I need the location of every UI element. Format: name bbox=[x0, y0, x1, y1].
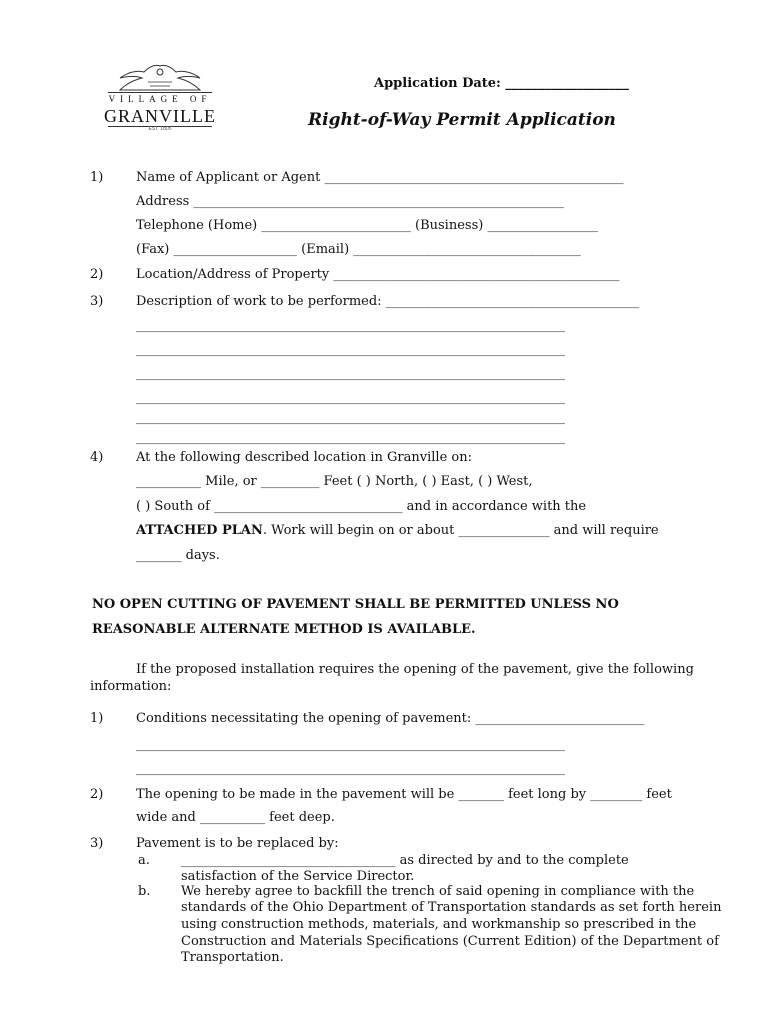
eagle-crest-icon bbox=[104, 62, 216, 94]
section-2-number: 2) bbox=[90, 267, 104, 282]
application-date: Application Date: ___________________ bbox=[374, 76, 629, 91]
applicant-name-field[interactable]: Name of Applicant or Agent ______________________________________________ bbox=[136, 170, 624, 185]
notice-line-2: REASONABLE ALTERNATE METHOD IS AVAILABLE. bbox=[92, 622, 476, 637]
attached-plan-label: ATTACHED PLAN bbox=[136, 523, 263, 538]
notice-line-1: NO OPEN CUTTING OF PAVEMENT SHALL BE PERMITTED UNLESS NO bbox=[92, 597, 619, 612]
option-b-line: using construction methods, materials, and workmanship so prescribed in the bbox=[181, 917, 697, 932]
property-location-field[interactable]: Location/Address of Property ____________________________________________ bbox=[136, 267, 620, 282]
description-line[interactable]: __________________________________________________________________ bbox=[136, 366, 565, 381]
conditions-line[interactable]: __________________________________________________________________ bbox=[136, 761, 565, 776]
intro-line-2: information: bbox=[90, 679, 172, 694]
telephone-field[interactable]: Telephone (Home) _______________________ (Business) _________________ bbox=[136, 218, 598, 233]
description-line[interactable]: __________________________________________________________________ bbox=[136, 390, 565, 405]
description-line[interactable]: __________________________________________________________________ bbox=[136, 410, 565, 425]
description-line[interactable]: __________________________________________________________________ bbox=[136, 430, 565, 445]
option-a-label: a. bbox=[138, 853, 150, 868]
opening-dimensions-field[interactable]: The opening to be made in the pavement will be _______ feet long by ________ feet bbox=[136, 787, 672, 802]
opening-depth-field[interactable]: wide and __________ feet deep. bbox=[136, 810, 335, 825]
description-line[interactable]: __________________________________________________________________ bbox=[136, 318, 565, 333]
work-description-field[interactable]: Description of work to be performed: _______________________________________ bbox=[136, 294, 640, 309]
south-of-field[interactable]: ( ) South of _____________________________ and in accordance with the bbox=[136, 499, 587, 514]
option-a-field[interactable]: _________________________________ as directed by and to the complete bbox=[181, 853, 629, 868]
address-field[interactable]: Address _________________________________________________________ bbox=[136, 194, 564, 209]
conditions-field[interactable]: Conditions necessitating the opening of pavement: __________________________ bbox=[136, 711, 645, 726]
village-logo bbox=[104, 62, 224, 136]
option-b-line: We hereby agree to backfill the trench of said opening in compliance with the bbox=[181, 884, 695, 899]
start-date-text: . Work will begin on or about ______________ and will require bbox=[262, 523, 659, 538]
option-b-line: Transportation. bbox=[181, 950, 284, 965]
logo-granville: GRANVILLE bbox=[104, 106, 216, 126]
logo-est: EST. 1805 bbox=[148, 126, 172, 132]
distance-direction-field[interactable]: __________ Mile, or _________ Feet ( ) North, ( ) East, ( ) West, bbox=[136, 474, 533, 489]
option-b-label: b. bbox=[138, 884, 151, 899]
page-title: Right-of-Way Permit Application bbox=[308, 110, 616, 130]
logo-village-of: VILLAGE OF bbox=[108, 94, 212, 104]
fax-email-field[interactable]: (Fax) ___________________ (Email) ___________________________________ bbox=[136, 242, 581, 257]
pavement-item-1-number: 1) bbox=[90, 711, 104, 726]
location-intro: At the following described location in Granville on: bbox=[136, 450, 472, 465]
start-date-field[interactable] bbox=[136, 523, 659, 539]
pavement-item-3-number: 3) bbox=[90, 836, 104, 851]
pavement-item-2-number: 2) bbox=[90, 787, 104, 802]
option-b-line: Construction and Materials Specifications (Current Edition) of the Department of bbox=[181, 934, 719, 949]
intro-line-1: If the proposed installation requires the opening of the pavement, give the following bbox=[136, 662, 694, 677]
replacement-heading: Pavement is to be replaced by: bbox=[136, 836, 339, 851]
section-4-number: 4) bbox=[90, 450, 104, 465]
section-3-number: 3) bbox=[90, 294, 104, 309]
section-1-number: 1) bbox=[90, 170, 104, 185]
option-b-line: standards of the Ohio Department of Transportation standards as set forth herein bbox=[181, 900, 722, 915]
duration-days-field[interactable]: _______ days. bbox=[136, 548, 220, 563]
option-a-text: satisfaction of the Service Director. bbox=[181, 869, 415, 884]
description-line[interactable]: __________________________________________________________________ bbox=[136, 342, 565, 357]
conditions-line[interactable]: __________________________________________________________________ bbox=[136, 737, 565, 752]
